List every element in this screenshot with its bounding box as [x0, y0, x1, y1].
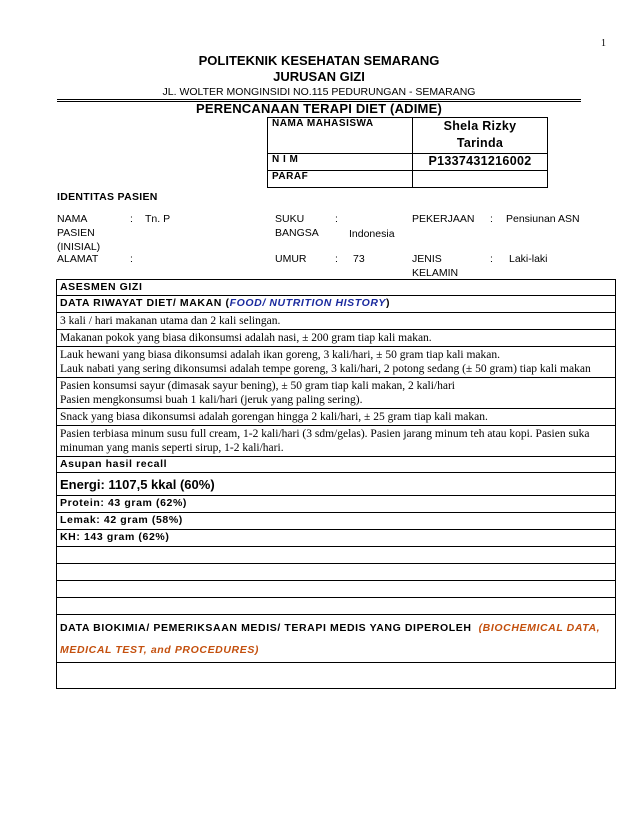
- student-name-value: [413, 118, 548, 154]
- department-name: JURUSAN GIZI: [273, 69, 365, 84]
- institution-address: JL. WOLTER MONGINSIDI NO.115 PEDURUNGAN - SEMARANG: [162, 86, 476, 98]
- biochem-label-en-1: (BIOCHEMICAL DATA,: [478, 622, 601, 634]
- age-label: UMUR: [275, 253, 307, 265]
- ethnicity-value: Indonesia: [349, 228, 395, 240]
- history-row-2: Makanan pokok yang biasa dikonsumsi adalah nasi, ± 200 gram tiap kali makan.: [57, 330, 616, 347]
- recall-label: Asupan hasil recall: [57, 457, 616, 473]
- fat-intake: Lemak: 42 gram (58%): [57, 513, 616, 530]
- history-row-6: Pasien terbiasa minum susu full cream, 1-2 kali/hari (3 sdm/gelas). Pasien jarang minum teh atau kopi. Pasien suka minuman yang manis seperti sirup, 1-2 kali/hari.: [57, 426, 616, 457]
- form-title: PERENCANAAN TERAPI DIET (ADIME): [196, 101, 442, 116]
- patient-name-value: Tn. P: [145, 213, 171, 225]
- patient-name-label: NAMA PASIEN (INISIAL): [57, 213, 101, 253]
- ethnicity-label: SUKU BANGSA: [275, 213, 319, 239]
- nim-value: P1337431216002: [413, 154, 548, 171]
- paraf-label: PARAF: [268, 171, 413, 188]
- empty-row-4: [57, 598, 616, 615]
- history-row-4: Pasien konsumsi sayur (dimasak sayur bening), ± 50 gram tiap kali makan, 2 kali/hari Pasien mengkonsumsi buah 1 kali/hari (jeruk yang paling sering).: [57, 378, 616, 409]
- age-value: 73: [353, 253, 365, 265]
- diet-history-label: DATA RIWAYAT DIET/ MAKAN (FOOD/ NUTRITION HISTORY): [57, 296, 616, 313]
- assessment-section-title: ASESMEN GIZI: [57, 280, 616, 296]
- patient-name-colon: :: [130, 213, 133, 225]
- empty-row-3: [57, 581, 616, 598]
- nim-label: N I M: [268, 154, 413, 171]
- history-row-1: 3 kali / hari makanan utama dan 2 kali selingan.: [57, 313, 616, 330]
- student-info-table: [267, 117, 548, 188]
- paraf-value: [413, 171, 548, 188]
- carb-intake: KH: 143 gram (62%): [57, 530, 616, 547]
- energy-intake: Energi: 1107,5 kkal (60%): [57, 473, 616, 496]
- empty-row-2: [57, 564, 616, 581]
- address-colon: :: [130, 253, 133, 265]
- gender-colon: :: [490, 253, 493, 265]
- diet-history-label-en: FOOD/ NUTRITION HISTORY: [229, 297, 386, 309]
- ethnicity-colon: :: [335, 213, 338, 225]
- student-name-label: NAMA MAHASISWA: [268, 118, 413, 154]
- occupation-value: Pensiunan ASN: [506, 213, 580, 225]
- biochem-content: [57, 663, 616, 689]
- identity-section-title: IDENTITAS PASIEN: [57, 191, 158, 203]
- occupation-label: PEKERJAAN: [412, 213, 475, 225]
- biochem-label-en-2: MEDICAL TEST, and PROCEDURES): [60, 644, 260, 656]
- protein-intake: Protein: 43 gram (62%): [57, 496, 616, 513]
- empty-row-1: [57, 547, 616, 564]
- address-label: ALAMAT: [57, 253, 99, 265]
- page-number: 1: [601, 38, 606, 49]
- history-row-5: Snack yang biasa dikonsumsi adalah gorengan hingga 2 kali/hari, ± 25 gram tiap kali makan.: [57, 409, 616, 426]
- student-name-line-1: Shela Rizky: [443, 119, 517, 133]
- student-name-line-2: Tarinda: [456, 136, 504, 150]
- occupation-colon: :: [490, 213, 493, 225]
- assessment-table: [56, 279, 616, 689]
- age-colon: :: [335, 253, 338, 265]
- gender-value: Laki-laki: [509, 253, 548, 265]
- biochem-label: DATA BIOKIMIA/ PEMERIKSAAN MEDIS/ TERAPI MEDIS YANG DIPEROLEH (BIOCHEMICAL DATA, MEDICAL TEST, and PROCEDURES): [57, 615, 616, 663]
- gender-label: JENIS KELAMIN: [412, 253, 459, 279]
- history-row-3: Lauk hewani yang biasa dikonsumsi adalah ikan goreng, 3 kali/hari, ± 50 gram tiap kali makan. Lauk nabati yang sering dikonsumsi adalah tempe goreng, 3 kali/hari, 2 potong sedang (± 50 gram) tiap kali makan: [57, 347, 616, 378]
- institution-name: POLITEKNIK KESEHATAN SEMARANG: [198, 53, 440, 68]
